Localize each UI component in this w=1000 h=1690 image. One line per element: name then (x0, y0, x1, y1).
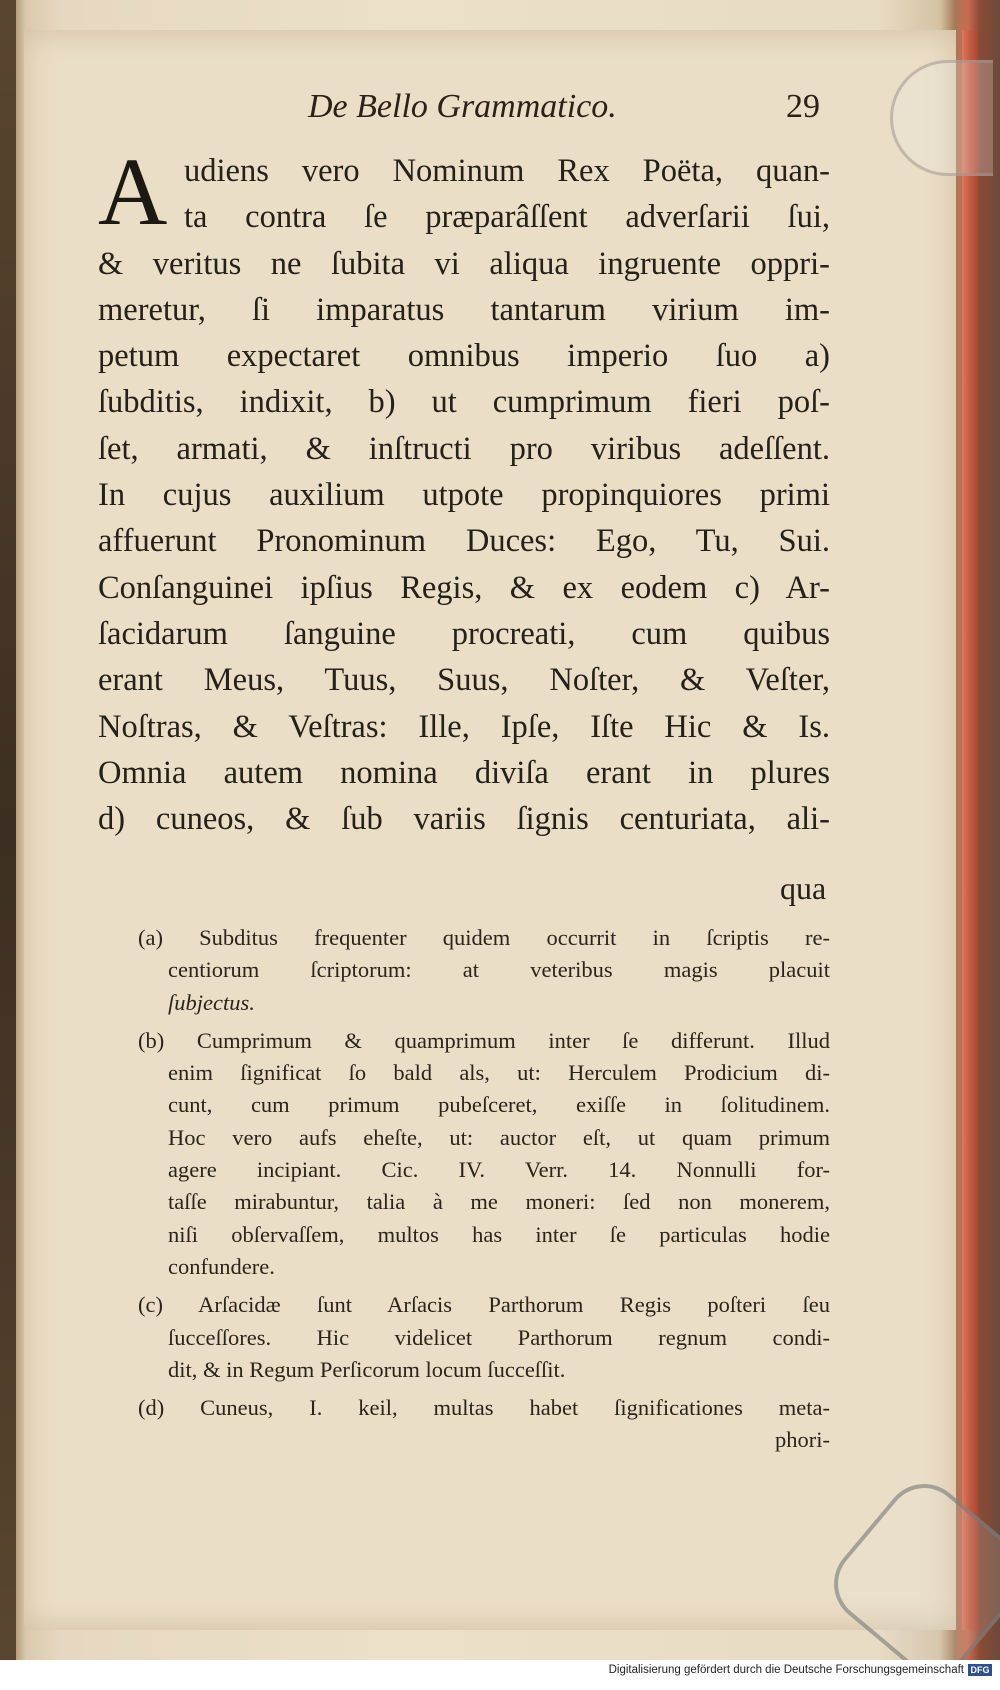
note-line: confundere. (168, 1253, 275, 1279)
note-line: niſi obſervaſſem, multos has inter ſe particulas hodie (168, 1221, 830, 1247)
main-text (98, 138, 830, 842)
catchword: qua (780, 870, 827, 906)
text-line: Omnia autem nomina diviſa erant in plures (98, 754, 830, 791)
footnote-c (138, 1289, 830, 1386)
dfg-logo: DFG (968, 1664, 992, 1676)
note-line: ſucceſſores. Hic videlicet Parthorum regnum condi- (168, 1324, 830, 1350)
note-line: centiorum ſcriptorum: at veteribus magis placuit (168, 957, 830, 983)
text-line: Noſtras, & Veſtras: Ille, Ipſe, Iſte Hic & Is. (98, 708, 830, 745)
note-line: (b) Cumprimum & quamprimum inter ſe differunt. Illud (138, 1027, 830, 1053)
header-title: De Bello Grammatico. (308, 88, 617, 125)
footnote-a (138, 922, 830, 1019)
text-line: meretur, ſi imparatus tantarum virium im- (98, 291, 830, 328)
red-page-edge (962, 30, 978, 1630)
footer-text: Digitalisierung gefördert durch die Deutsche Forschungsgemeinschaft (608, 1664, 964, 1676)
footnotes (138, 922, 830, 1463)
text-line: In cujus auxilium utpote propinquiores primi (98, 477, 830, 514)
note-line: (a) Subditus frequenter quidem occurrit in ſcriptis re- (138, 925, 830, 950)
drop-cap: A (98, 138, 168, 245)
text-line: d) cuneos, & ſub variis ſignis centuriata, ali- (98, 801, 830, 838)
digitization-footer (0, 1660, 1000, 1681)
text-line: udiens vero Nominum Rex Poëta, quan- (184, 153, 830, 189)
note-line: ſubjectus. (168, 989, 255, 1015)
note-line: cunt, cum primum pubeſceret, exiſſe in ſolitudinem. (168, 1092, 830, 1118)
running-header (300, 88, 820, 138)
page-number: 29 (786, 88, 820, 125)
note-line: dit, & in Regum Perſicorum locum ſucceſſit. (168, 1356, 566, 1382)
book-binding (0, 0, 16, 1660)
note-line: (c) Arſacidæ ſunt Arſacis Parthorum Regis poſteri ſeu (138, 1292, 830, 1318)
text-line: ſacidarum ſanguine procreati, cum quibus (98, 615, 830, 652)
note-line: taſſe mirabuntur, talia à me moneri: ſed non monerem, (168, 1189, 830, 1215)
note-line: enim ſignificat ſo bald als, ut: Herculem Prodicium di- (168, 1060, 830, 1086)
note-line: Hoc vero aufs eheſte, ut: auctor eſt, ut quam primum (168, 1124, 830, 1150)
note-line: phori- (775, 1427, 830, 1453)
text-line: erant Meus, Tuus, Suus, Noſter, & Veſter, (98, 662, 830, 699)
footnote-b (138, 1025, 830, 1283)
note-line: (d) Cuneus, I. keil, multas habet ſignificationes meta- (138, 1395, 830, 1421)
text-line: ta contra ſe præparâſſent adverſarii ſui, (184, 199, 830, 236)
text-line: ſet, armati, & inſtructi pro viribus adeſſent. (98, 430, 830, 467)
text-line: & veritus ne ſubita vi aliqua ingruente oppri- (98, 245, 830, 282)
text-line: affuerunt Pronominum Duces: Ego, Tu, Sui. (98, 523, 830, 560)
text-line: petum expectaret omnibus imperio ſuo a) (98, 338, 830, 375)
footnote-d (138, 1392, 830, 1457)
text-line: Conſanguinei ipſius Regis, & ex eodem c) Ar- (98, 569, 830, 606)
text-line: ſubditis, indixit, b) ut cumprimum fieri poſ- (98, 384, 830, 421)
note-line: agere incipiant. Cic. IV. Verr. 14. Nonnulli for- (168, 1157, 830, 1183)
